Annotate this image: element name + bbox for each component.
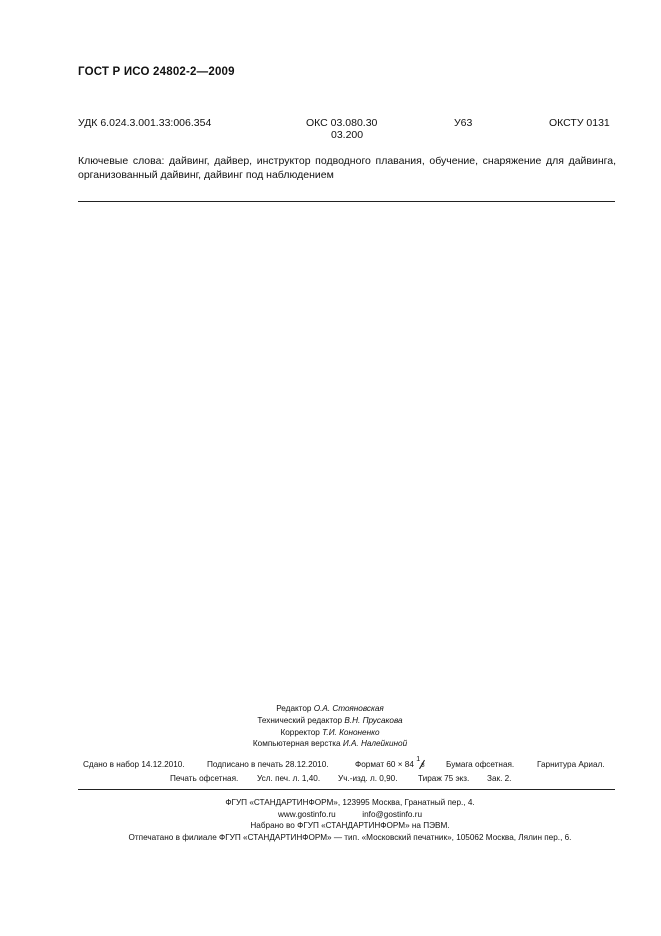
credit-corrector [180,727,480,739]
footer-printed: Отпечатано в филиале ФГУП «СТАНДАРТИНФОРМ» — тип. «Московский печатник», 105062 Москва, Лялин пер., 6. [128,832,572,842]
pub-print: Печать офсетная. [170,774,239,783]
format-numerator: 1 [416,756,421,763]
tech-editor-label: Технический редактор [257,715,343,725]
tech-editor-name: В.Н. Прусакова [344,715,403,725]
pub-run: Тираж 75 экз. [418,774,470,783]
publisher-footer [80,797,620,843]
layout-label: Компьютерная верстка [252,739,341,749]
format-prefix: Формат 60 × 84 [355,760,414,770]
credit-layout [180,738,480,750]
divider-top [78,201,615,202]
okstu-code: ОКСТУ 0131 [549,117,610,129]
pub-signed: Подписано в печать 28.12.2010. [207,760,329,769]
udk-code: УДК 6.024.3.001.33:006.354 [78,117,212,129]
standard-code: ГОСТ Р ИСО 24802-2—2009 [78,66,235,78]
footer-email[interactable]: info@gostinfo.ru [362,809,423,819]
footer-publisher: ФГУП «СТАНДАРТИНФОРМ», 123995 Москва, Гранатный пер., 4. [225,798,475,807]
pub-sheets: Усл. печ. л. 1,40. [257,774,321,783]
pub-typeset: Сдано в набор 14.12.2010. [83,760,185,769]
footer-typeset: Набрано во ФГУП «СТАНДАРТИНФОРМ» на ПЭВМ. [250,821,450,831]
keywords: Ключевые слова: дайвинг, дайвер, инструктор подводного плавания, обучение, снаряжение для дайвинга, организованный дайвинг, дайвинг под наблюдением [78,155,616,181]
credit-tech-editor [180,715,480,727]
footer-contacts [80,809,620,821]
pub-order: Зак. 2. [487,774,512,783]
group-code: У63 [454,117,473,129]
oks-code [306,117,377,141]
credits-block [180,703,480,750]
pub-font: Гарнитура Ариал. [537,760,605,769]
credit-editor [180,703,480,715]
editor-label: Редактор [276,704,312,713]
oks-code-line2: 03.200 [331,129,364,141]
format-denominator: 8 [421,763,425,769]
divider-bottom [78,789,615,790]
editor-name: О.А. Стояновская [313,704,384,713]
pub-format [355,756,426,770]
oks-code-line1: ОКС 03.080.30 [306,117,378,129]
corrector-name: Т.И. Кононенко [322,727,380,737]
format-fraction [416,756,426,770]
pub-paper: Бумага офсетная. [446,760,515,769]
pub-edition-sheets: Уч.-изд. л. 0,90. [338,774,398,783]
corrector-label: Корректор [280,727,320,737]
layout-name: И.А. Налейкиной [342,739,408,749]
footer-website[interactable]: www.gostinfo.ru [277,809,336,819]
